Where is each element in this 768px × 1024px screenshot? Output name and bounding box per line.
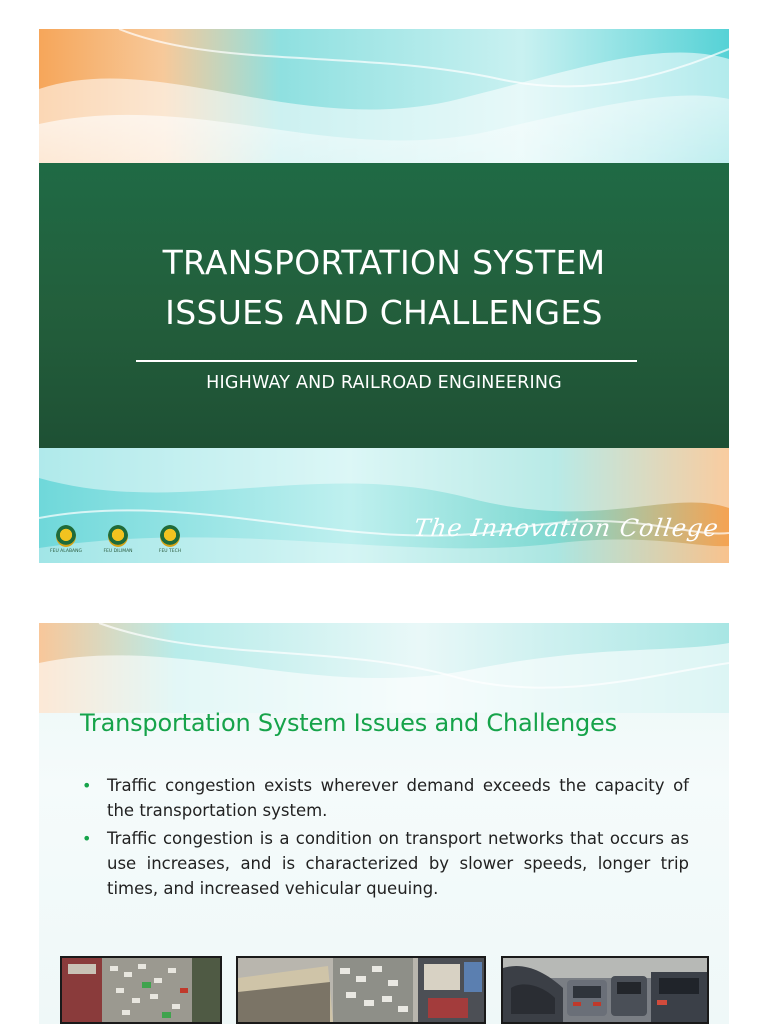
bullet-item — [79, 826, 689, 901]
bullet-text: Traffic congestion exists wherever demand exceeds the capacity of the transportation system. — [107, 776, 689, 820]
campus-logo-label: FEU ALABANG — [50, 549, 82, 554]
photo-image — [503, 958, 707, 1022]
slide-title-line1: TRANSPORTATION SYSTEM — [162, 243, 606, 282]
bullet-text: Traffic congestion is a condition on transport networks that occurs as use increases, and is characterized by slower speeds, longer trip times, and increased vehicular queuing. — [107, 829, 689, 898]
seal-icon — [108, 525, 128, 547]
decorative-wave-top — [39, 623, 729, 713]
title-slide — [39, 29, 729, 563]
photo-image — [62, 958, 220, 1022]
campus-logos — [45, 525, 191, 561]
seal-icon — [160, 525, 180, 547]
campus-logo — [97, 525, 139, 561]
seal-icon — [56, 525, 76, 547]
bullet-item — [79, 773, 689, 823]
decorative-wave-top — [39, 29, 729, 164]
traffic-photo-street — [236, 956, 486, 1024]
content-slide — [39, 623, 729, 1024]
traffic-photo-cars — [501, 956, 709, 1024]
bullet-icon: • — [82, 829, 92, 848]
campus-logo — [45, 525, 87, 561]
photo-image — [238, 958, 484, 1022]
campus-logo-label: FEU TECH — [158, 549, 182, 554]
slide-subtitle: HIGHWAY AND RAILROAD ENGINEERING — [206, 373, 562, 393]
title-divider — [136, 360, 637, 362]
tagline: The Innovation College — [412, 514, 721, 542]
slide-heading: Transportation System Issues and Challenges — [80, 709, 617, 737]
bullet-icon: • — [82, 776, 92, 795]
bullet-list — [79, 773, 689, 904]
slide-title-line2: ISSUES AND CHALLENGES — [165, 293, 603, 332]
traffic-photo-aerial — [60, 956, 222, 1024]
campus-logo-label: FEU DILIMAN — [103, 549, 133, 554]
campus-logo — [149, 525, 191, 561]
title-band — [39, 163, 729, 449]
